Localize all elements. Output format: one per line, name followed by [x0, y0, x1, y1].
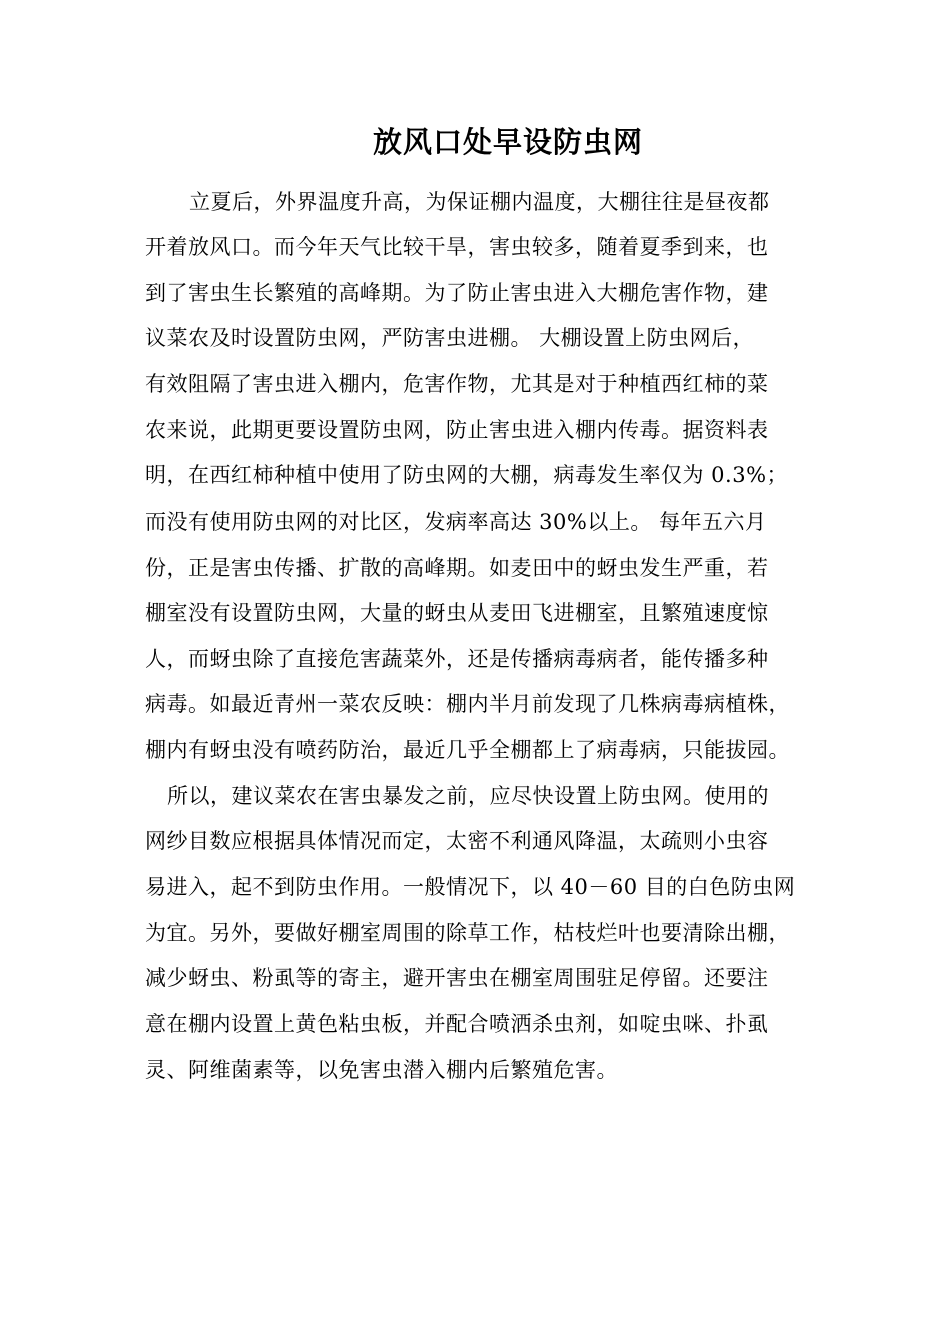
- body-line: 明，在西红柿种植中使用了防虫网的大棚，病毒发生率仅为 0.3%；: [145, 463, 789, 487]
- body-line: 人，而蚜虫除了直接危害蔬菜外，还是传播病毒病者，能传播多种: [145, 647, 769, 671]
- body-line: 棚内有蚜虫没有喷药防治，最近几乎全棚都上了病毒病，只能拔园。: [145, 738, 790, 762]
- body-line: 网纱目数应根据具体情况而定，太密不利通风降温，太疏则小虫容: [145, 829, 769, 853]
- body-line: 农来说，此期更要设置防虫网，防止害虫进入棚内传毒。据资料表: [145, 418, 769, 442]
- body-line: 易进入，起不到防虫作用。一般情况下，以 40－60 目的白色防虫网: [145, 875, 796, 899]
- body-line: 灵、阿维菌素等，以免害虫潜入棚内后繁殖危害。: [145, 1058, 618, 1082]
- body-line: 为宜。另外，要做好棚室周围的除草工作，枯枝烂叶也要清除出棚，: [145, 921, 790, 945]
- document-title: 放风口处早设防虫网: [372, 125, 643, 159]
- body-line: 病毒。如最近青州一菜农反映：棚内半月前发现了几株病毒病植株，: [145, 692, 790, 716]
- body-line: 立夏后，外界温度升高，为保证棚内温度，大棚往往是昼夜都: [189, 190, 770, 214]
- body-line: 减少蚜虫、粉虱等的寄主，避开害虫在棚室周围驻足停留。还要注: [145, 966, 769, 990]
- body-line: 意在棚内设置上黄色粘虫板，并配合喷洒杀虫剂，如啶虫咪、扑虱: [145, 1012, 769, 1036]
- body-line: 而没有使用防虫网的对比区，发病率高达 30%以上。 每年五六月: [145, 510, 767, 534]
- body-line: 到了害虫生长繁殖的高峰期。为了防止害虫进入大棚危害作物，建: [145, 281, 769, 305]
- body-line: 棚室没有设置防虫网，大量的蚜虫从麦田飞进棚室，且繁殖速度惊: [145, 601, 769, 625]
- body-line: 开着放风口。而今年天气比较干旱，害虫较多，随着夏季到来，也: [145, 235, 769, 259]
- body-line: 所以，建议菜农在害虫暴发之前，应尽快设置上防虫网。使用的: [167, 784, 769, 808]
- body-line: 有效阻隔了害虫进入棚内，危害作物，尤其是对于种植西红柿的菜: [145, 372, 769, 396]
- body-line: 议菜农及时设置防虫网，严防害虫进棚。 大棚设置上防虫网后，: [145, 326, 755, 350]
- body-line: 份，正是害虫传播、扩散的高峰期。如麦田中的蚜虫发生严重，若: [145, 556, 769, 580]
